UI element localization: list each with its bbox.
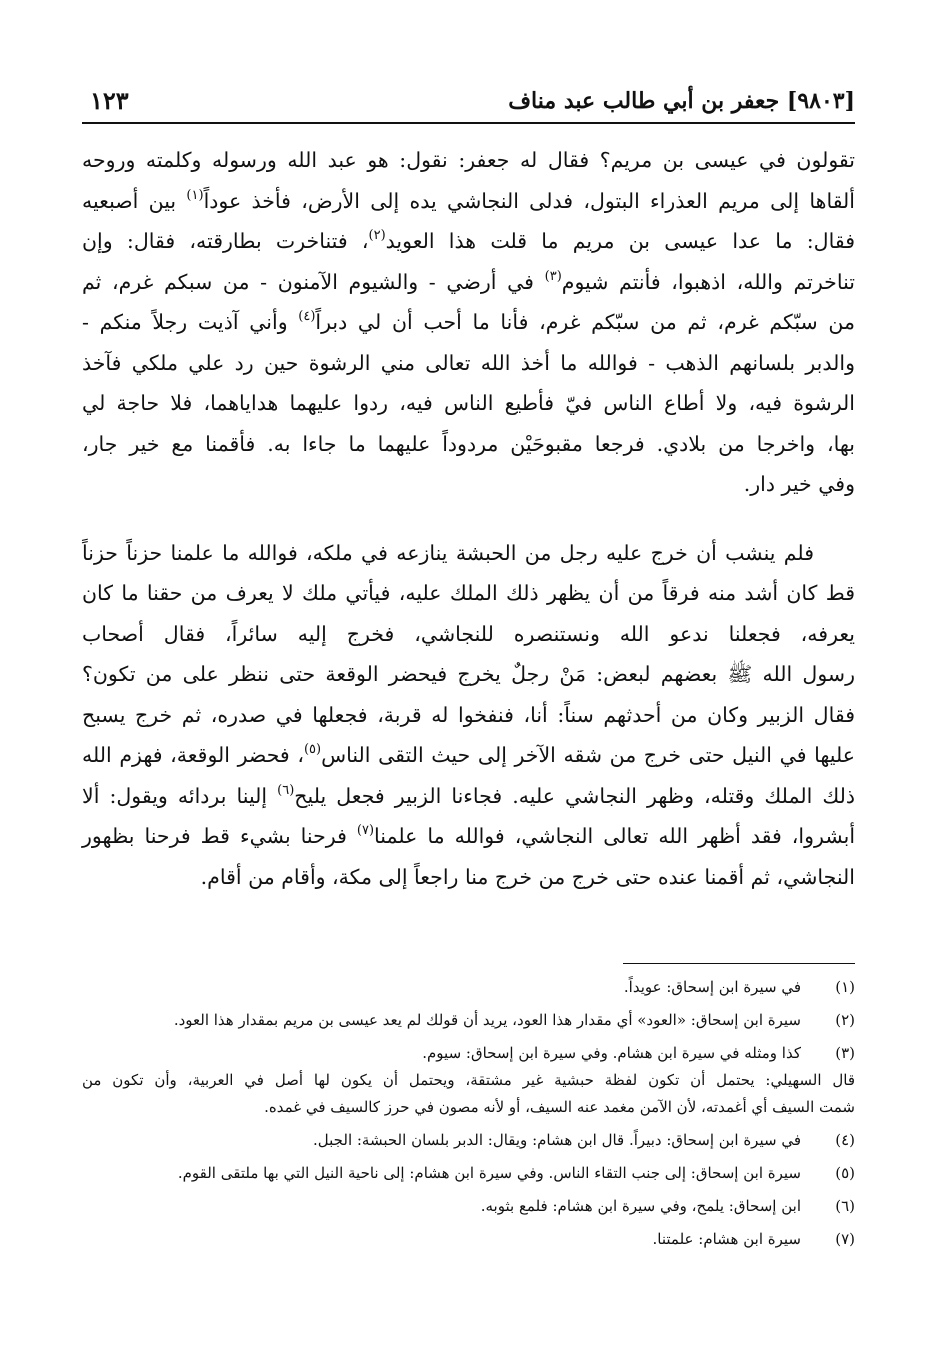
text-line: تقولون في عيسى بن مريم؟ فقال له جعفر: نقول: هو عبد الله ورسوله وكلمته وروحه [82, 148, 855, 172]
paragraph-1 [82, 140, 855, 505]
footnote-ref: (٥) [303, 741, 322, 757]
text-line: أبشروا، فقد أظهر الله تعالى النجاشي، فوالله ما علمنا$^{(٧)}$ فرحنا بشيء قط فرحنا بظهور [82, 822, 856, 848]
text-line: بها، واخرجا من بلادي. فرجعا مقبوحَيْن مردوداً عليهما ما جاءا به. فأقمنا مع خير جار، [82, 431, 855, 456]
footnote-text: قال السهيلي: يحتمل أن تكون لفظة حبشية غير مشتقة، ويحتمل أن يكون لها أصل في العربية، وأن تكون من [82, 1071, 855, 1089]
footnote-text: كذا ومثله في سيرة ابن هشام. وفي سيرة ابن إسحاق: سيوم. [422, 1044, 801, 1062]
footnote-ref: (٢) [368, 227, 386, 243]
footnote-number: (٦) [835, 1197, 855, 1215]
text-line: ذلك الملك وقتله، وظهر النجاشي عليه. فجاءنا الزبير فجعل يليح$^{(٦)}$ إلينا بردائه ويقول: ألا [82, 782, 855, 808]
footnote-number: (١) [835, 978, 855, 996]
footnote-number: (٤) [835, 1131, 855, 1149]
chapter-title: [٩٨٠٣] جعفر بن أبي طالب عبد مناف [508, 88, 855, 114]
footnote-ref: (١) [186, 187, 204, 203]
text-line: والدبر بلسانهم الذهب - فوالله ما أخذ الله تعالى مني الرشوة حين رد علي ملكي فآخذ [82, 350, 855, 375]
footnote-7 [82, 1226, 855, 1253]
paragraph-2 [82, 533, 855, 898]
footnote-text: في سيرة ابن إسحاق: عويداً. [623, 978, 801, 996]
text-line: فقال: ما عدا عيسى بن مريم ما قلت هذا العويد$^{(٢)}$، فتناخرت بطارقته، فقال: وإن [82, 227, 855, 253]
running-header [82, 80, 855, 120]
text-line: فلم ينشب أن خرج عليه رجل من الحبشة ينازعه في ملكه، فوالله ما علمنا حزناً حزناً [82, 540, 814, 565]
footnote-text: ابن إسحاق: يلمح، وفي سيرة ابن هشام: فلمع بثوبه. [480, 1197, 801, 1215]
text-line: عليها في النيل حتى خرج من شقه الآخر إلى حيث التقى الناس$^{(٥)}$، فحضر الوقعة، فهزم الله [82, 741, 855, 767]
footnote-ref: (٧) [356, 822, 375, 838]
text-line: يعرفه، فجعلنا ندعو الله ونستنصره للنجاشي، فخرج إليه سائراً، فقال أصحاب [82, 621, 855, 646]
footnote-3 [82, 1040, 855, 1121]
footnote-text: شمت السيف أي أغمدته، لأن الآمن مغمد عنه السيف، أو لأنه مصون في حرز كالسيف في غمده. [264, 1098, 855, 1116]
footnote-ref: (٣) [544, 268, 562, 284]
text-line: ألقاها إلى مريم العذراء البتول، فدلى النجاشي يده إلى الأرض، فأخذ عوداً$^{(١)}$ بين أصبعيه [82, 187, 855, 213]
footnote-6 [82, 1193, 855, 1220]
header-divider [82, 122, 855, 124]
footnote-1 [82, 974, 855, 1001]
text-line: فقال الزبير وكان من أحدثهم سناً: أنا، فنفخوا له قربة، فجعلها في صدره، ثم خرج يسبح [82, 702, 855, 727]
footnote-text: سيرة ابن إسحاق: «العود» أي مقدار هذا العود، يريد أن قولك لم يعد عيسى بن مريم بمقدار هذا العود. [173, 1011, 801, 1029]
footnote-text: في سيرة ابن إسحاق: دبيراً. قال ابن هشام: ويقال: الدبر بلسان الحبشة: الجبل. [313, 1131, 801, 1149]
footnotes [82, 974, 855, 1259]
footnote-ref: (٤) [298, 308, 316, 324]
footnote-number: (٢) [835, 1011, 855, 1029]
page-number: ١٢٣ [90, 86, 129, 115]
footnote-2 [82, 1007, 855, 1034]
text-line: وفي خير دار. [743, 472, 855, 496]
footnote-number: (٧) [835, 1230, 855, 1248]
text-line: قط كان أشد منه فرقاً من أن يظهر ذلك الملك عليه، فيأتي ملك لا يعرف من حقنا ما كان [82, 581, 855, 605]
main-text [82, 140, 855, 897]
text-line: رسول الله ﷺ بعضهم لبعض: مَنْ رجلٌ يخرج فيحضر الوقعة حتى ننظر على من تكون؟ [82, 662, 855, 686]
footnote-ref: (٦) [277, 782, 295, 798]
text-line: النجاشي، ثم أقمنا عنده حتى خرج من خرج منا راجعاً إلى مكة، وأقام من أقام. [200, 864, 855, 889]
footnote-text: سيرة ابن هشام: علمتنا. [652, 1230, 801, 1248]
text-line: تناخرتم والله، اذهبوا، فأنتم شيوم$^{(٣)}$ في أرضي - والشيوم الآمنون - من سبكم غرم، ثم [82, 268, 855, 294]
text-line: من سبّكم غرم، ثم من سبّكم غرم، فأنا ما أحب أن لي دبراً$^{(٤)}$ وأني آذيت رجلاً منكم - [82, 308, 855, 334]
footnote-4 [82, 1127, 855, 1154]
footnote-number: (٥) [835, 1164, 855, 1182]
footnote-divider [623, 963, 855, 964]
footnote-number: (٣) [835, 1044, 855, 1062]
footnote-5 [82, 1160, 855, 1187]
text-line: الرشوة فيه، ولا أطاع الناس فيّ فأطيع الناس فيه، ردوا عليهما هداياهما، فلا حاجة لي [82, 391, 855, 415]
footnote-text: سيرة ابن إسحاق: إلى جنب التقاء الناس. وفي سيرة ابن هشام: إلى ناحية النيل التي بها ملتقى القوم. [177, 1164, 801, 1182]
